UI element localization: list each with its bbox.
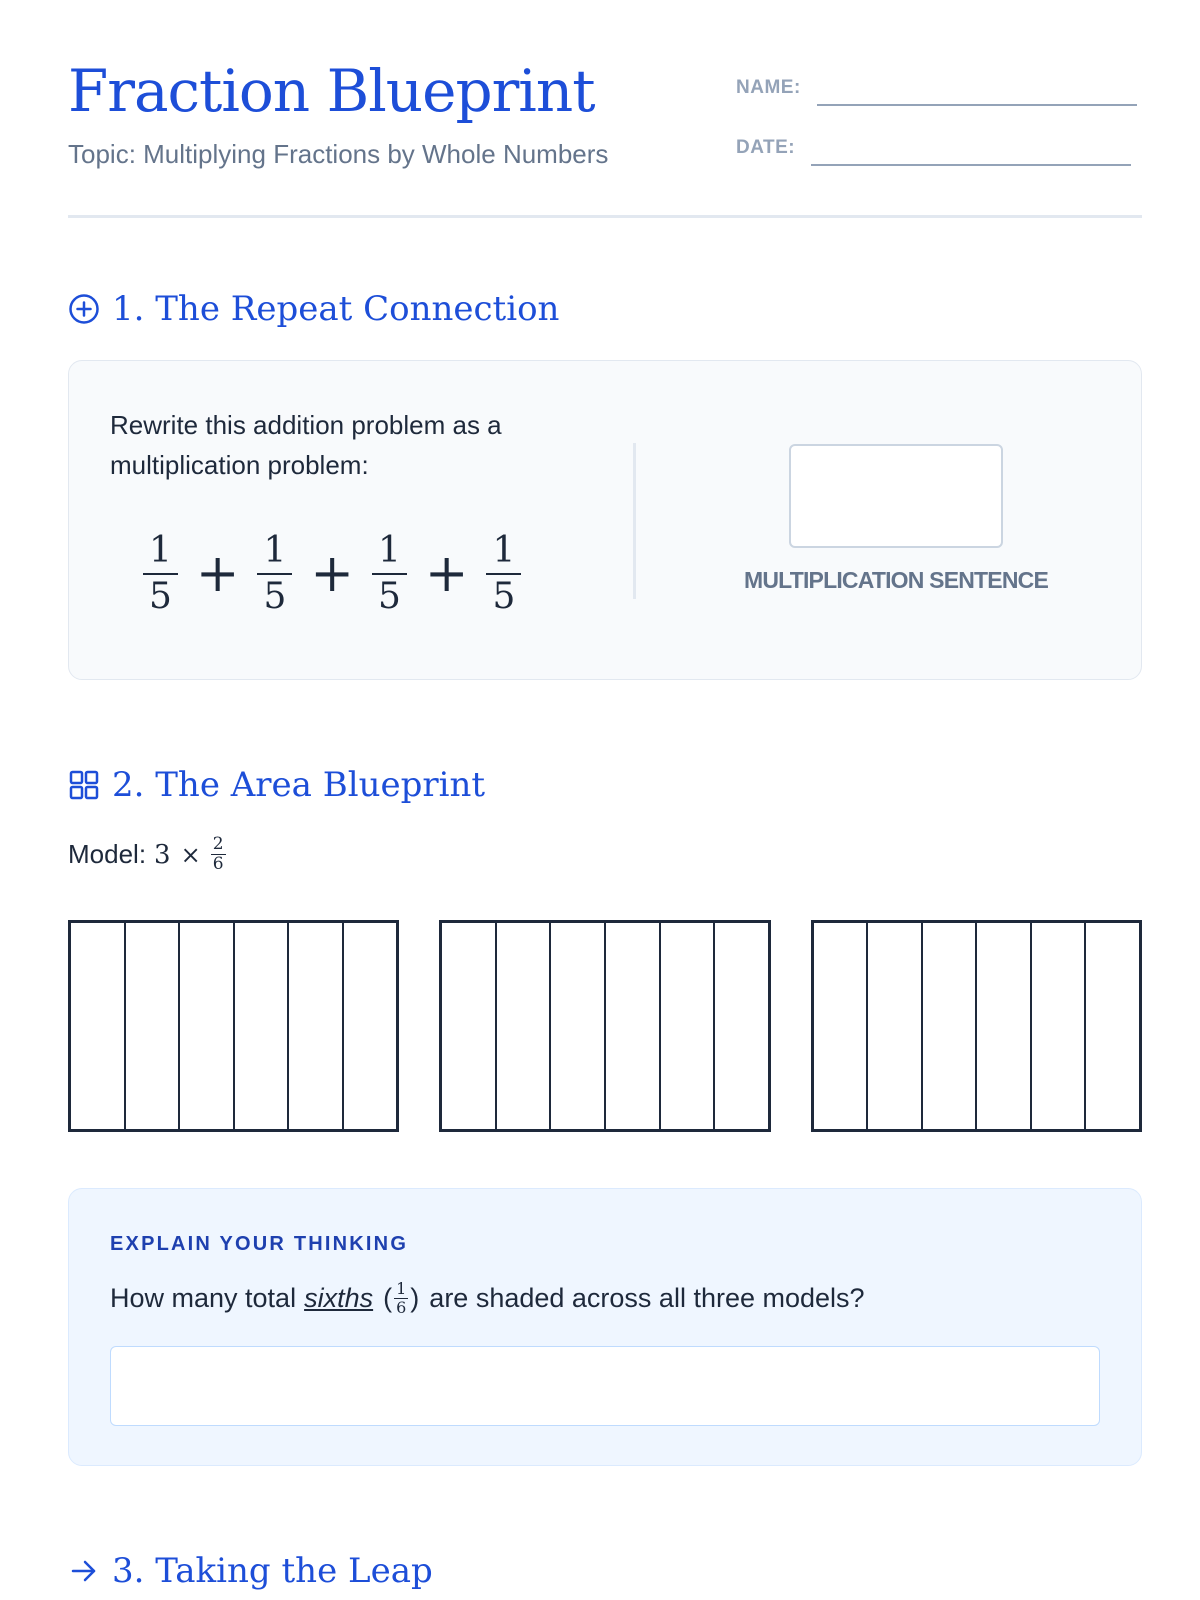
fraction-denominator: 5 [377,576,401,617]
date-field[interactable] [736,138,1131,166]
multiplication-answer-box[interactable] [789,444,1003,548]
date-input-line[interactable] [811,136,1131,166]
model-cell[interactable] [126,923,181,1129]
addend-fraction [486,530,521,617]
times-sign: × [180,840,201,869]
model-cell[interactable] [497,923,552,1129]
model-cell[interactable] [977,923,1032,1129]
model-expression [154,836,225,873]
grid-icon [68,769,100,801]
model-cell[interactable] [289,923,344,1129]
area-model [439,920,770,1132]
name-label: NAME: [736,77,801,98]
area-model [811,920,1142,1132]
section-2-heading [68,765,486,805]
fraction-denominator: 5 [149,576,172,617]
model-label-text: Model: [68,839,147,869]
arrow-right-icon [68,1555,100,1587]
model-cell[interactable] [442,923,497,1129]
card-divider [633,443,636,599]
model-cell[interactable] [606,923,661,1129]
fraction-denominator: 5 [492,576,516,617]
section-2-title: 2. The Area Blueprint [112,765,486,805]
model-cell[interactable] [814,923,869,1129]
model-cell[interactable] [71,923,126,1129]
fraction-numerator: 1 [377,530,401,571]
fraction-numerator: 1 [492,530,516,571]
question-emphasis: sixths [304,1283,374,1313]
model-cell[interactable] [715,923,768,1129]
section-1-heading [68,289,560,329]
section-3-title: 3. Taking the Leap [112,1551,433,1591]
multiplication-caption: MULTIPLICATION SENTENCE [743,567,1049,593]
question-fraction [394,1281,408,1316]
explain-label: EXPLAIN YOUR THINKING [110,1233,409,1255]
model-cell[interactable] [551,923,606,1129]
model-cell[interactable] [344,923,397,1129]
repeat-connection-card [68,360,1142,680]
question-close-paren: ) [410,1283,420,1313]
section-1-title: 1. The Repeat Connection [112,289,560,329]
plus-circle-icon [68,293,100,325]
plus-sign: + [195,544,240,604]
area-model [68,920,399,1132]
model-cell[interactable] [1032,923,1087,1129]
model-cell[interactable] [1086,923,1139,1129]
name-field[interactable] [736,78,1137,106]
addend-fraction [372,530,407,617]
name-input-line[interactable] [817,76,1137,106]
plus-sign: + [310,544,354,604]
addend-fraction [257,530,292,617]
addend-fraction [143,530,178,617]
date-label: DATE: [736,137,796,158]
model-fraction [211,836,226,873]
page-title: Fraction Blueprint [68,57,595,125]
question-open-paren: ( [383,1283,393,1313]
addition-expression [143,530,521,617]
model-cell[interactable] [868,923,923,1129]
model-cell[interactable] [180,923,235,1129]
model-cell[interactable] [661,923,716,1129]
explain-answer-input[interactable] [110,1346,1100,1426]
model-cell[interactable] [235,923,290,1129]
fraction-numerator: 1 [396,1279,407,1298]
explain-question [110,1281,865,1316]
fraction-numerator: 1 [263,530,287,571]
fraction-denominator: 5 [263,576,287,617]
worksheet-header [68,0,1142,218]
model-label [68,836,226,873]
area-models [68,920,1142,1132]
fraction-denominator: 6 [396,1298,407,1317]
section-3-heading [68,1551,433,1591]
model-cell[interactable] [923,923,978,1129]
repeat-prompt: Rewrite this addition problem as a multiplication problem: [110,410,502,480]
fraction-numerator: 1 [149,530,172,571]
plus-sign: + [424,544,469,604]
page-subtitle: Topic: Multiplying Fractions by Whole Numbers [68,139,609,169]
fraction-denominator: 6 [212,854,224,874]
question-text-before: How many total [110,1283,297,1313]
model-whole-number: 3 [154,839,171,870]
question-text-after: are shaded across all three models? [429,1283,865,1313]
fraction-numerator: 2 [212,834,224,854]
explain-card [68,1188,1142,1466]
